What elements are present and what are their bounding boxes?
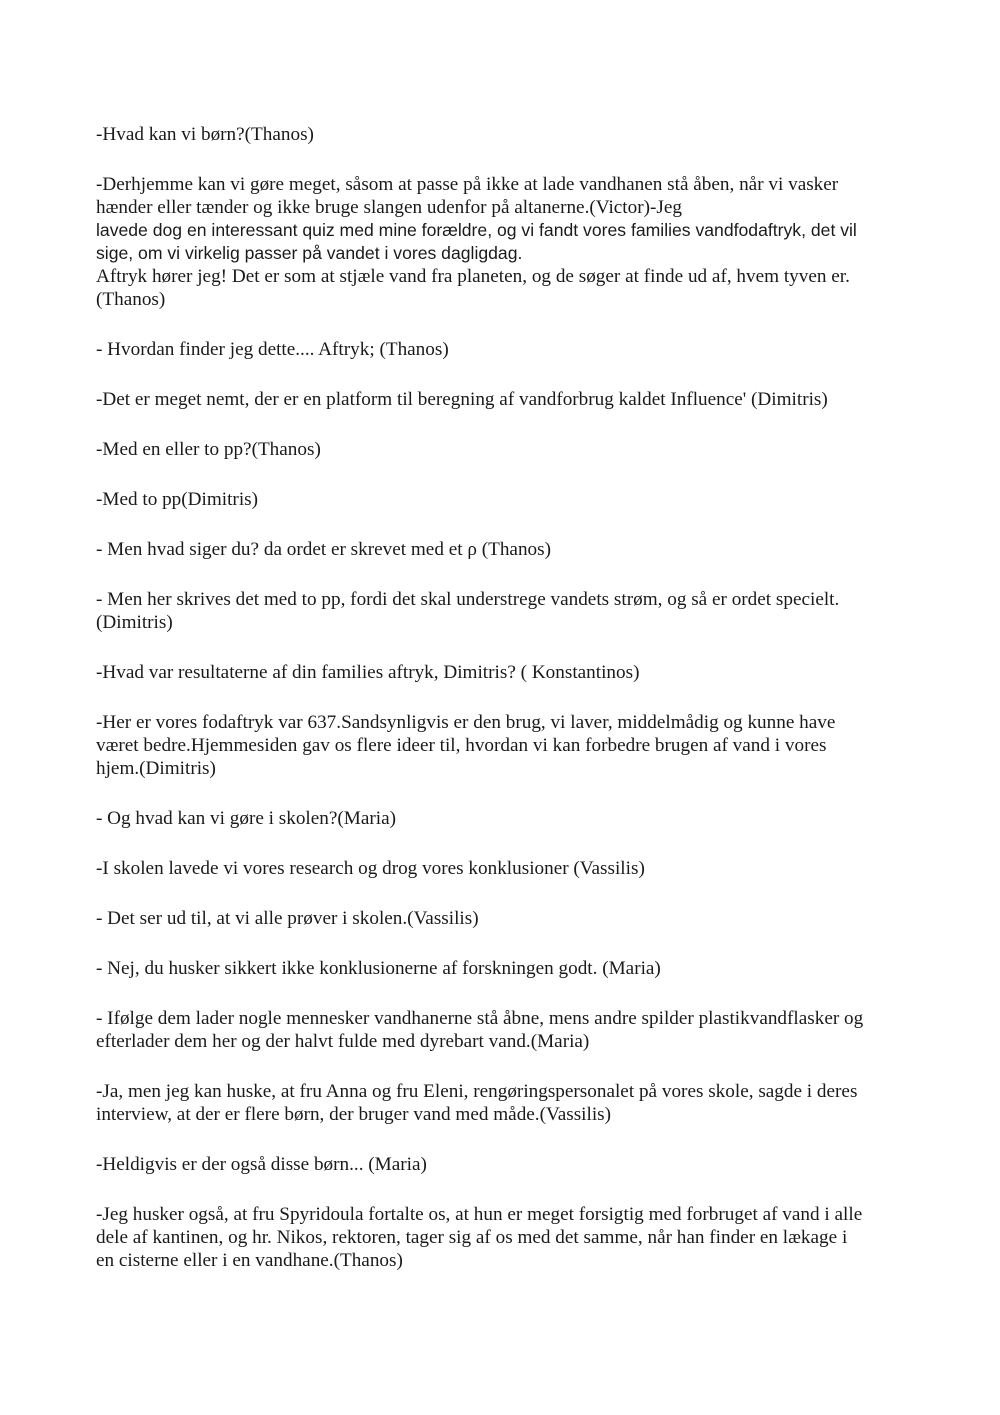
text-line: -Hvad var resultaterne af din families aftryk, Dimitris? ( Konstantinos): [96, 662, 640, 683]
text-line: været bedre.Hjemmesiden gav os flere ideer til, hvordan vi kan forbedre brugen af vand i vores: [96, 735, 827, 756]
text-line: -Med to pp(Dimitris): [96, 489, 259, 510]
paragraph: [96, 807, 914, 830]
text-line: -Hvad kan vi børn?(Thanos): [96, 124, 314, 145]
text-line: - Hvordan finder jeg dette.... Aftryk; (Thanos): [96, 339, 449, 360]
paragraph: [96, 123, 914, 146]
text-line: -Med en eller to pp?(Thanos): [96, 439, 321, 460]
text-line: -Derhjemme kan vi gøre meget, såsom at passe på ikke at lade vandhanen stå åben, når vi vasker: [96, 174, 839, 195]
paragraph: [96, 1080, 914, 1126]
text-line: (Dimitris): [96, 612, 173, 633]
text-line: (Thanos): [96, 289, 166, 310]
paragraph: [96, 1007, 914, 1053]
text-line: - Nej, du husker sikkert ikke konklusionerne af forskningen godt. (Maria): [96, 958, 661, 979]
text-line: hænder eller tænder og ikke bruge slangen udenfor på altanerne.(Victor)-Jeg: [96, 197, 682, 218]
text-line: - Det ser ud til, at vi alle prøver i skolen.(Vassilis): [96, 908, 479, 929]
text-line: -Det er meget nemt, der er en platform til beregning af vandforbrug kaldet Influence' (Dimitris): [96, 389, 828, 410]
paragraph: [96, 338, 914, 361]
paragraph: [96, 661, 914, 684]
text-line: - Men her skrives det med to pp, fordi det skal understrege vandets strøm, og så er ordet specielt.: [96, 589, 840, 610]
text-line: Aftryk hører jeg! Det er som at stjæle vand fra planeten, og de søger at finde ud af, hvem tyven er.: [96, 266, 850, 287]
paragraph: [96, 907, 914, 930]
text-line: -Heldigvis er der også disse børn... (Maria): [96, 1154, 427, 1175]
paragraph: [96, 488, 914, 511]
text-line: -Ja, men jeg kan huske, at fru Anna og fru Eleni, rengøringspersonalet på vores skole, sagde i deres: [96, 1081, 858, 1102]
text-line: -I skolen lavede vi vores research og drog vores konklusioner (Vassilis): [96, 858, 645, 879]
text-line: - Og hvad kan vi gøre i skolen?(Maria): [96, 808, 396, 829]
text-line: hjem.(Dimitris): [96, 758, 216, 779]
text-line: sige, om vi virkelig passer på vandet i vores dagligdag.: [96, 243, 523, 263]
paragraph: [96, 857, 914, 880]
text-line: -Her er vores fodaftryk var 637.Sandsynligvis er den brug, vi laver, middelmådig og kunne have: [96, 712, 836, 733]
paragraph: [96, 388, 914, 411]
text-line: - Ifølge dem lader nogle mennesker vandhanerne stå åbne, mens andre spilder plastikvandflasker og: [96, 1008, 864, 1029]
paragraph: [96, 957, 914, 980]
text-line: dele af kantinen, og hr. Nikos, rektoren, tager sig af os med det samme, når han finder en lækage i: [96, 1227, 848, 1248]
paragraph: [96, 588, 914, 634]
paragraph: [96, 438, 914, 461]
text-line: en cisterne eller i en vandhane.(Thanos): [96, 1250, 403, 1271]
paragraph: [96, 711, 914, 780]
text-line: lavede dog en interessant quiz med mine forældre, og vi fandt vores families vandfodaftryk, det vil: [96, 220, 857, 240]
text-line: -Jeg husker også, at fru Spyridoula fortalte os, at hun er meget forsigtig med forbruget af vand i alle: [96, 1204, 863, 1225]
paragraph: [96, 173, 914, 311]
text-line: - Men hvad siger du? da ordet er skrevet med et ρ (Thanos): [96, 539, 551, 560]
paragraph: [96, 1203, 914, 1272]
paragraph: [96, 538, 914, 561]
text-line: efterlader dem her og der halvt fulde med dyrebart vand.(Maria): [96, 1031, 590, 1052]
document-body: [96, 123, 914, 1299]
text-line: interview, at der er flere børn, der bruger vand med måde.(Vassilis): [96, 1104, 612, 1125]
paragraph: [96, 1153, 914, 1176]
